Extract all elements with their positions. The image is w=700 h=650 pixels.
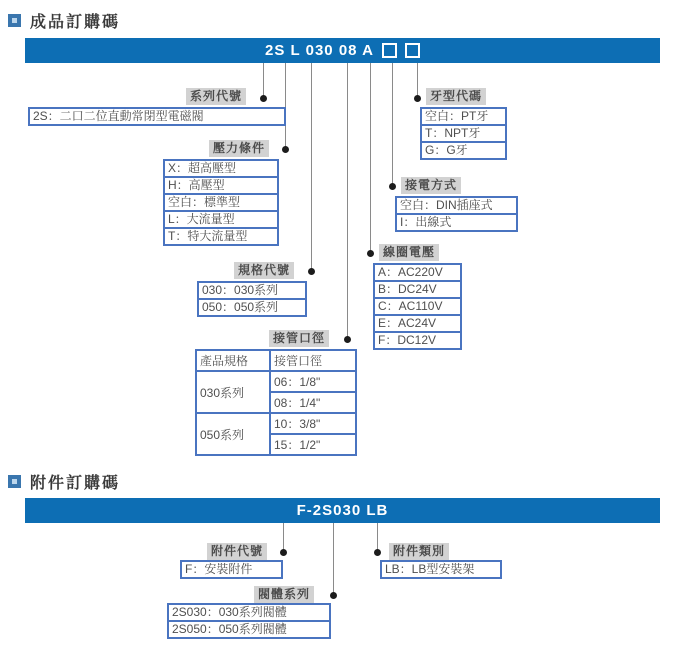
connector-dot-thread: [414, 95, 421, 102]
label-thread-code: 牙型代碼: [426, 88, 486, 105]
pressure-item: X：超高壓型: [163, 159, 279, 178]
spec-item: 030：030系列: [197, 281, 307, 300]
connector-dot-port: [344, 336, 351, 343]
connector-line-08: [347, 63, 348, 339]
port-table-header: 產品規格: [196, 350, 270, 371]
connector-line-box1: [392, 63, 393, 186]
pressure-item: T：特大流量型: [163, 227, 279, 246]
voltage-item: A：AC220V: [373, 263, 462, 282]
port-table-group: 050系列: [196, 413, 270, 455]
electrical-item: 空白：DIN插座式: [395, 196, 518, 215]
thread-code-box: [420, 107, 507, 160]
acc-code-item: F：安裝附件: [180, 560, 283, 579]
blank-code-box-2: [405, 43, 420, 58]
port-table-cell: 15：1/2": [270, 434, 356, 455]
pressure-box: [163, 159, 279, 246]
connector-dot-voltage: [367, 250, 374, 257]
section-bullet-icon: [8, 14, 21, 27]
thread-item: 空白：PT牙: [420, 107, 507, 126]
connector-line-a: [370, 63, 371, 253]
connector-line-box2: [417, 63, 418, 98]
label-body-series: 閥體系列: [254, 586, 314, 603]
port-table-cell: 08：1/4": [270, 392, 356, 413]
product-code-text: 2S L 030 08 A: [265, 42, 374, 59]
voltage-item: C：AC110V: [373, 297, 462, 316]
acc-code-box: [180, 560, 283, 579]
port-table-group: 030系列: [196, 371, 270, 413]
connector-dot-acc-type: [374, 549, 381, 556]
connector-dot-spec: [308, 268, 315, 275]
label-pressure: 壓力條件: [209, 140, 269, 157]
series-code-box: [28, 107, 286, 126]
connector-dot-pressure: [282, 146, 289, 153]
label-electrical: 接電方式: [401, 177, 461, 194]
connector-line-030: [311, 63, 312, 271]
product-code-banner: [25, 38, 660, 63]
connector-dot-acc-code: [280, 549, 287, 556]
port-table-cell: 10：3/8": [270, 413, 356, 434]
section1-title-text: 成品訂購碼: [30, 14, 121, 31]
label-spec-code: 規格代號: [234, 262, 294, 279]
connector-dot-electrical: [389, 183, 396, 190]
label-port-size: 接管口徑: [269, 330, 329, 347]
connector-dot-body-series: [330, 592, 337, 599]
electrical-item: I：出線式: [395, 213, 518, 232]
accessory-code-text: F-2S030 LB: [296, 502, 389, 519]
connector-line-2s: [263, 63, 264, 98]
pressure-item: 空白：標準型: [163, 193, 279, 212]
spec-code-box: [197, 281, 307, 317]
voltage-item: F：DC12V: [373, 331, 462, 350]
port-size-table: [195, 349, 357, 456]
thread-item: T：NPT牙: [420, 124, 507, 143]
connector-line-l: [285, 63, 286, 149]
spec-item: 050：050系列: [197, 298, 307, 317]
body-series-box: [167, 603, 331, 639]
voltage-item: B：DC24V: [373, 280, 462, 299]
voltage-box: [373, 263, 462, 350]
section2-title: [8, 470, 120, 493]
connector-line-f: [283, 523, 284, 552]
pressure-item: L：大流量型: [163, 210, 279, 229]
port-table-cell: 06：1/8": [270, 371, 356, 392]
label-series-code: 系列代號: [186, 88, 246, 105]
electrical-box: [395, 196, 518, 232]
voltage-item: E：AC24V: [373, 314, 462, 333]
body-series-item: 2S050：050系列閥體: [167, 620, 331, 639]
series-item: 2S：二口二位直動常閉型電磁閥: [28, 107, 286, 126]
pressure-item: H：高壓型: [163, 176, 279, 195]
acc-type-item: LB：LB型安裝架: [380, 560, 502, 579]
blank-code-box-1: [382, 43, 397, 58]
connector-line-lb: [377, 523, 378, 552]
acc-type-box: [380, 560, 502, 579]
body-series-item: 2S030：030系列閥體: [167, 603, 331, 622]
accessory-code-banner: [25, 498, 660, 523]
section1-title: [8, 9, 120, 32]
label-acc-type: 附件類別: [389, 543, 449, 560]
label-voltage: 線圈電壓: [379, 244, 439, 261]
thread-item: G：G牙: [420, 141, 507, 160]
port-table-header: 接管口徑: [270, 350, 356, 371]
label-acc-code: 附件代號: [207, 543, 267, 560]
section2-title-text: 附件訂購碼: [30, 475, 121, 492]
connector-dot-series: [260, 95, 267, 102]
connector-line-2s030: [333, 523, 334, 595]
section-bullet-icon: [8, 475, 21, 488]
